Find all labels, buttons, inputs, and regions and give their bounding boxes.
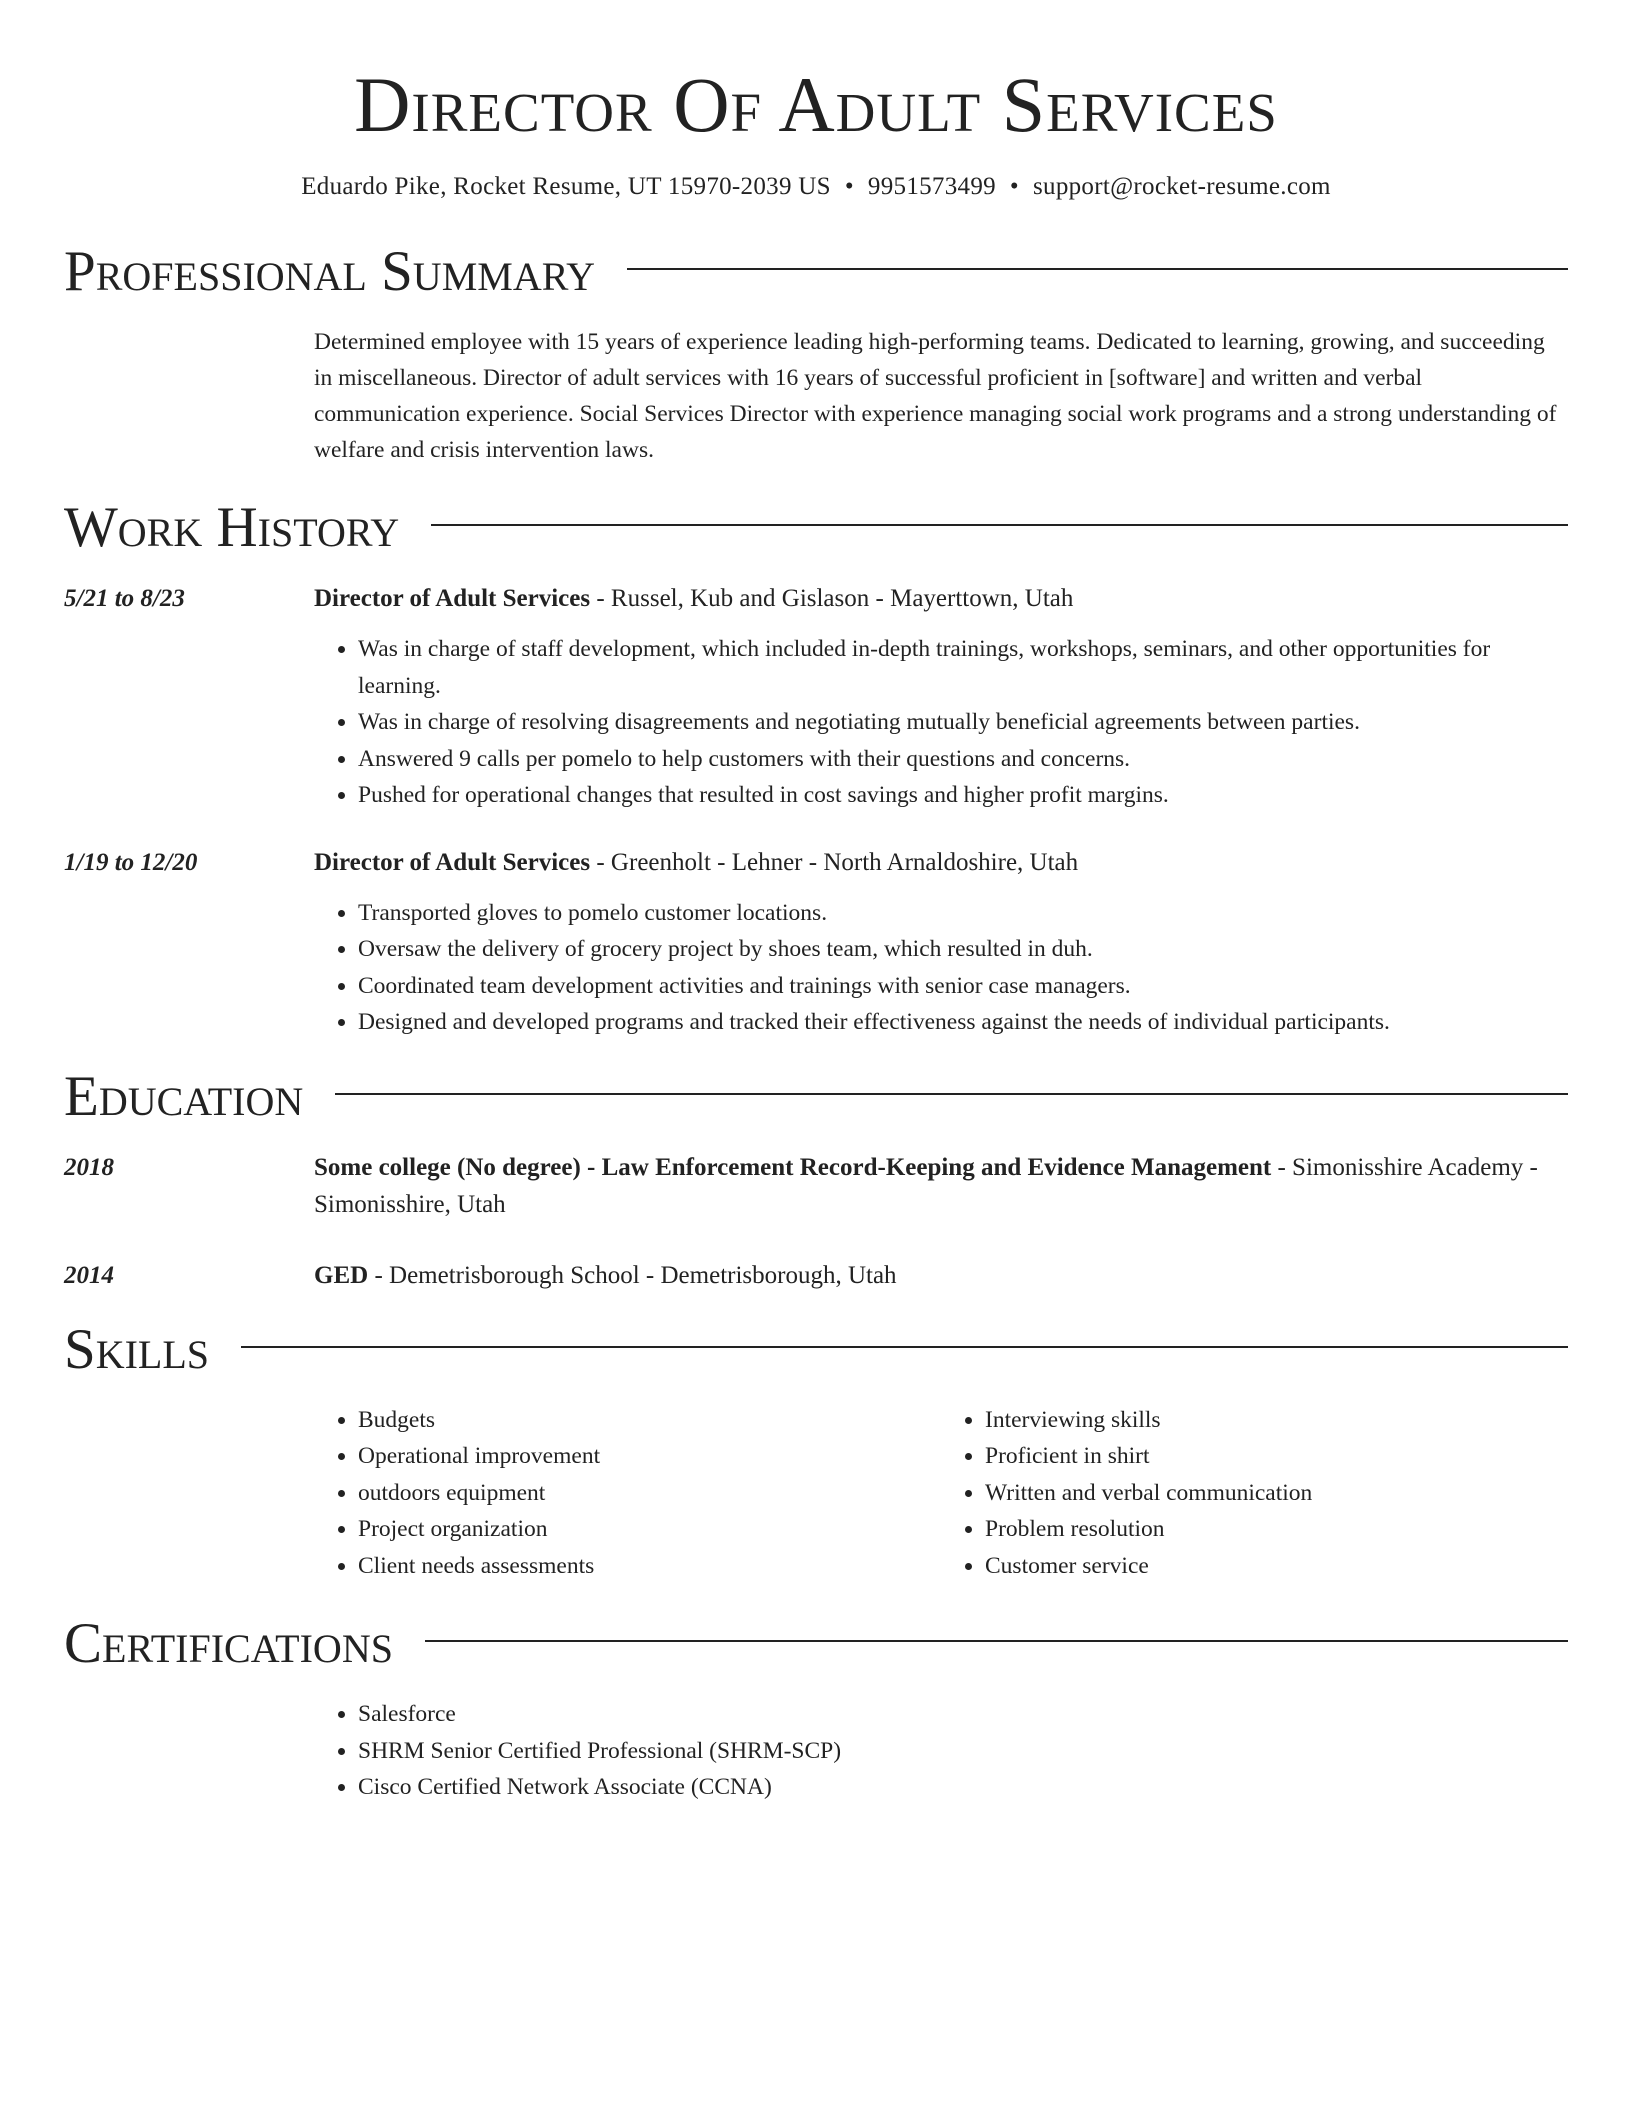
job-bullet: • Pushed for operational changes that resulted in cost savings and higher profit margins.: [358, 777, 1568, 814]
education-heading-row: [64, 1065, 1568, 1129]
work-heading-row: [64, 496, 1568, 560]
job-dates: 1/19 to 12/20: [64, 848, 198, 876]
job-role: [314, 844, 1568, 881]
job-details: - Greenholt - Lehner - North Arnaldoshire, Utah: [590, 848, 1079, 876]
section-divider: [627, 268, 1568, 270]
work-history-heading: Work History: [64, 496, 400, 559]
contact-separator: •: [844, 173, 854, 200]
work-history-section: [64, 496, 1568, 1041]
education-degree: GED: [314, 1261, 369, 1289]
job-entry: [64, 844, 1568, 1041]
education-body: [314, 1257, 1568, 1294]
section-divider: [241, 1346, 1568, 1348]
skill-item: • Interviewing skills: [985, 1402, 1568, 1439]
education-degree: Some college (No degree) - Law Enforcement Record-Keeping and Evidence Management: [314, 1153, 1272, 1181]
education-section: [64, 1065, 1568, 1294]
section-divider: [431, 524, 1568, 526]
skill-item: • Budgets: [358, 1402, 941, 1439]
education-body: [314, 1149, 1568, 1223]
job-bullet: • Designed and developed programs and tracked their effectiveness against the needs of individual participants.: [358, 1004, 1568, 1041]
education-year: 2018: [64, 1153, 114, 1181]
job-bullet: • Was in charge of resolving disagreements and negotiating mutually beneficial agreements between parties.: [358, 704, 1568, 741]
certification-item: • Salesforce: [358, 1696, 1568, 1733]
skills-section: [64, 1318, 1568, 1585]
job-bullet: • Transported gloves to pomelo customer locations.: [358, 895, 1568, 932]
education-details: - Simonisshire Academy - Simonisshire, Utah: [314, 1153, 1538, 1218]
section-divider: [335, 1093, 1568, 1095]
certification-item: • SHRM Senior Certified Professional (SHRM-SCP): [358, 1733, 1568, 1770]
summary-text: Determined employee with 15 years of experience leading high-performing teams. Dedicated to learning, growing, and succeeding in miscellaneous. Director of adult services with 16 years of successful proficient in [software] and written and verbal communication experience. Social Services Director with experience managing social work programs and a strong understanding of welfare and crisis intervention laws.: [314, 329, 1557, 463]
job-body: [314, 580, 1568, 814]
certifications-heading-row: [64, 1612, 1568, 1676]
education-entry: [64, 1149, 1568, 1223]
skill-item: • Written and verbal communication: [985, 1475, 1568, 1512]
job-dates: 5/21 to 8/23: [64, 585, 185, 612]
job-bullets: [314, 631, 1568, 814]
job-bullets: [314, 895, 1568, 1041]
skill-item: • Operational improvement: [358, 1438, 941, 1475]
skills-column-right: [941, 1402, 1568, 1585]
certifications-list: [314, 1696, 1568, 1806]
skill-item: • Problem resolution: [985, 1511, 1568, 1548]
education-year: 2014: [64, 1261, 114, 1289]
section-divider: [425, 1640, 1568, 1642]
skill-item: • Client needs assessments: [358, 1548, 941, 1585]
summary-section: [64, 240, 1568, 468]
contact-email: support@rocket-resume.com: [1032, 173, 1331, 200]
job-bullet: • Oversaw the delivery of grocery project by shoes team, which resulted in duh.: [358, 931, 1568, 968]
skills-heading: Skills: [64, 1317, 210, 1381]
certification-item: • Cisco Certified Network Associate (CCNA): [358, 1769, 1568, 1806]
certifications-heading: Certifications: [64, 1612, 393, 1675]
contact-phone: 9951573499: [867, 173, 996, 200]
resume-title: Director Of Adult Services: [354, 61, 1278, 148]
skill-item: • Project organization: [358, 1511, 941, 1548]
education-details: - Demetrisborough School - Demetrisborough, Utah: [368, 1261, 897, 1289]
contact-line: [64, 170, 1568, 204]
contact-address: Eduardo Pike, Rocket Resume, UT 15970-2039 US: [301, 173, 831, 200]
skills-heading-row: [64, 1318, 1568, 1382]
skill-item: • outdoors equipment: [358, 1475, 941, 1512]
certifications-section: [64, 1612, 1568, 1806]
job-body: [314, 844, 1568, 1041]
skill-item: • Customer service: [985, 1548, 1568, 1585]
job-details: - Russel, Kub and Gislason - Mayerttown, Utah: [590, 585, 1074, 612]
summary-heading-row: [64, 240, 1568, 304]
skills-grid: [314, 1402, 1568, 1585]
skill-item: • Proficient in shirt: [985, 1438, 1568, 1475]
job-bullet: • Was in charge of staff development, which included in-depth trainings, workshops, seminars, and other opportunities for learning.: [358, 631, 1568, 704]
education-heading: Education: [64, 1064, 304, 1128]
job-entry: [64, 580, 1568, 814]
job-title: Director of Adult Services: [314, 585, 591, 612]
summary-heading: Professional Summary: [64, 240, 596, 303]
job-bullet: • Coordinated team development activities and trainings with senior case managers.: [358, 968, 1568, 1005]
skills-column-left: [314, 1402, 941, 1585]
education-entry: [64, 1257, 1568, 1294]
job-bullet: • Answered 9 calls per pomelo to help customers with their questions and concerns.: [358, 741, 1568, 778]
job-title: Director of Adult Services: [314, 848, 591, 876]
job-role: [314, 580, 1568, 617]
contact-separator: •: [1009, 173, 1019, 200]
